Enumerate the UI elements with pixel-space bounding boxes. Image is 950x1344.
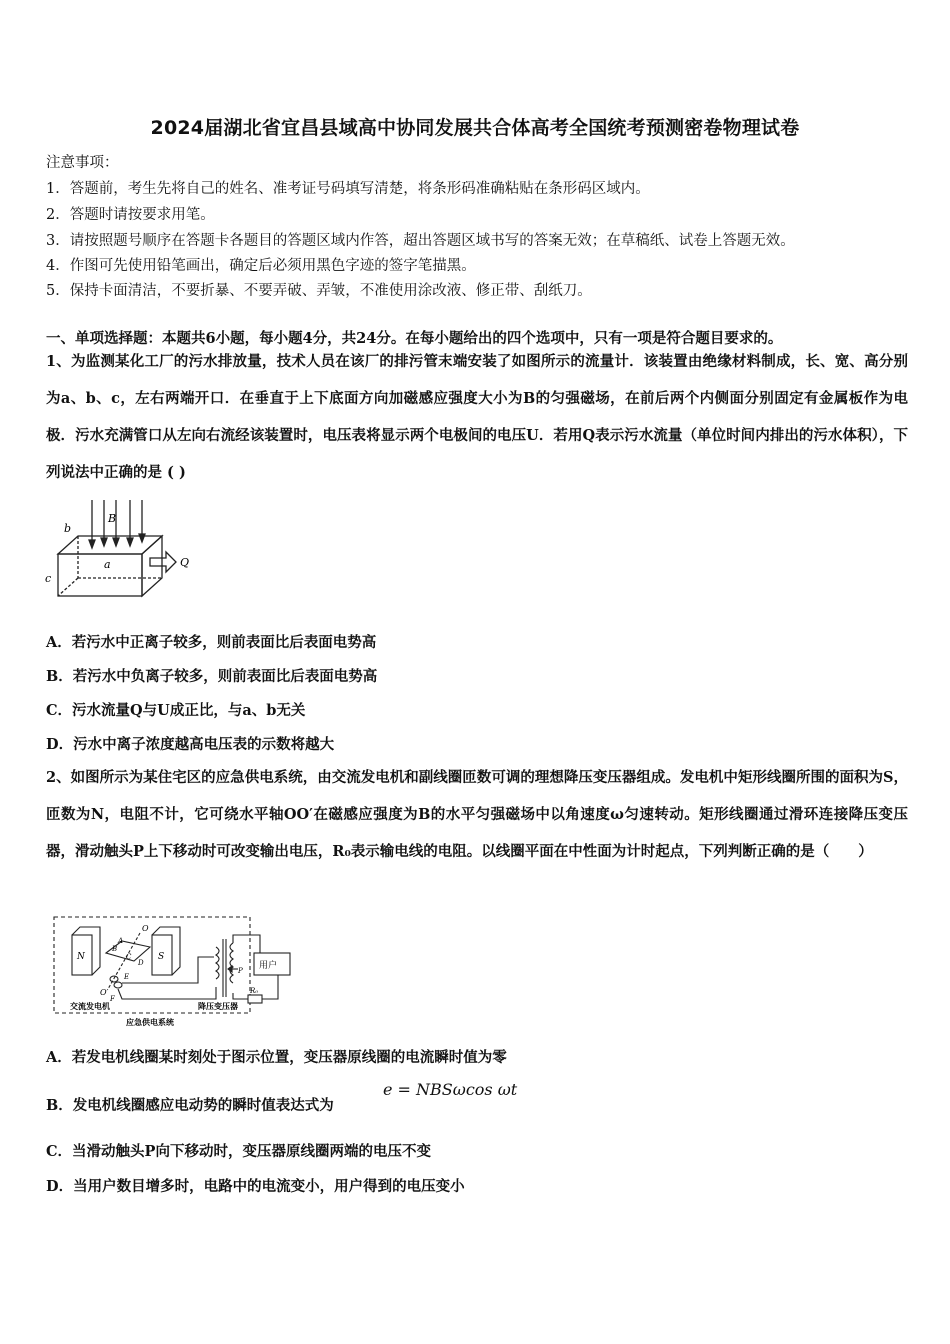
flowmeter-figure bbox=[44, 496, 204, 604]
q1-option-d: D．污水中离子浓度越高电压表的示数将越大 bbox=[46, 736, 335, 753]
notice-heading: 注意事项： bbox=[46, 155, 119, 171]
label-B: B bbox=[112, 945, 118, 953]
label-Q: Q bbox=[180, 556, 190, 569]
label-E: E bbox=[124, 973, 130, 981]
q2-option-c: C．当滑动触头P向下移动时，变压器原线圈两端的电压不变 bbox=[46, 1143, 431, 1160]
notice-item: 3．请按照题号顺序在答题卡各题目的答题区域内作答，超出答题区域书写的答案无效；在草稿纸、试卷上答题无效。 bbox=[46, 233, 795, 249]
notice-item: 4．作图可先使用铅笔画出，确定后必须用黑色字迹的签字笔描黑。 bbox=[46, 258, 476, 274]
label-user: 用户 bbox=[259, 961, 278, 971]
box-top-face bbox=[58, 536, 162, 554]
label-N: N bbox=[77, 952, 85, 962]
notice-item: 2．答题时请按要求用笔。 bbox=[46, 207, 215, 223]
label-b: b bbox=[64, 522, 72, 535]
question-2-stem: 2、如图所示为某住宅区的应急供电系统，由交流发电机和副线圈匝数可调的理想降压变压器组成。发电机中矩形线圈所围的面积为S，匝数为N，电阻不计，它可绕水平轴OO′在磁感应强度为B的水平匀强磁场中以角速度ω匀速转动。矩形线圈通过滑环连接降压变压器，滑动触头P上下移动时可改变输出电压，R₀表示输电线的电阻。以线圈平面在中性面为计时起点，下列判断正确的是（ ） bbox=[46, 769, 908, 860]
question-1-stem: 1、为监测某化工厂的污水排放量，技术人员在该厂的排污管末端安装了如图所示的流量计．该装置由绝缘材料制成，长、宽、高分别为a、b、c，左右两端开口．在垂直于上下底面方向加磁感应强度大小为B的匀强磁场，在前后两个内侧面分别固定有金属板作为电极．污水充满管口从左向右流经该装置时，电压表将显示两个电极间的电压U．若用Q表示污水流量（单位时间内排出的污水体积），下列说法中正确的是 ( ) bbox=[46, 353, 908, 481]
q2-option-a: A．若发电机线圈某时刻处于图示位置，变压器原线圈的电流瞬时值为零 bbox=[46, 1049, 507, 1066]
q2-option-b: B．发电机线圈感应电动势的瞬时值表达式为 bbox=[46, 1097, 334, 1114]
q1-option-c: C．污水流量Q与U成正比，与a、b无关 bbox=[46, 702, 306, 719]
power-system-figure bbox=[48, 913, 298, 1029]
label-A: A bbox=[118, 937, 124, 945]
flow-arrow bbox=[150, 552, 176, 572]
label-F: F bbox=[110, 995, 115, 1003]
label-C: C bbox=[126, 953, 132, 961]
label-c: c bbox=[45, 572, 52, 585]
label-a: a bbox=[104, 558, 111, 571]
notice-item: 1．答题前，考生先将自己的姓名、准考证号码填写清楚，将条形码准确粘贴在条形码区域内。 bbox=[46, 181, 650, 197]
label-S: S bbox=[158, 952, 165, 962]
label-O-prime: O′ bbox=[100, 988, 109, 997]
q1-option-a: A．若污水中正离子较多，则前表面比后表面电势高 bbox=[46, 634, 377, 651]
emf-formula: e = NBSωcos ωt bbox=[383, 1080, 518, 1099]
label-D: D bbox=[138, 959, 144, 967]
label-O: O bbox=[142, 924, 149, 933]
r0-resistor bbox=[248, 995, 262, 1003]
label-transformer: 降压变压器 bbox=[198, 1001, 238, 1011]
label-B: B bbox=[108, 512, 117, 525]
label-P: P bbox=[238, 967, 243, 975]
page-title: 2024届湖北省宜昌县域高中协同发展共合体高考全国统考预测密卷物理试卷 bbox=[150, 117, 800, 139]
notice-item: 5．保持卡面清洁，不要折暴、不要弄破、弄皱，不准使用涂改液、修正带、刮纸刀。 bbox=[46, 283, 592, 299]
label-generator: 交流发电机 bbox=[70, 1001, 110, 1011]
label-system: 应急供电系统 bbox=[126, 1017, 174, 1027]
section-heading: 一、单项选择题：本题共6小题，每小题4分，共24分。在每小题给出的四个选项中，只有一项是符合题目要求的。 bbox=[46, 330, 783, 347]
box-front-face bbox=[58, 554, 142, 596]
q2-option-d: D．当用户数目增多时，电路中的电流变小，用户得到的电压变小 bbox=[46, 1178, 465, 1195]
label-R0: R₀ bbox=[250, 987, 259, 995]
q1-option-b: B．若污水中负离子较多，则前表面比后表面电势高 bbox=[46, 668, 378, 685]
